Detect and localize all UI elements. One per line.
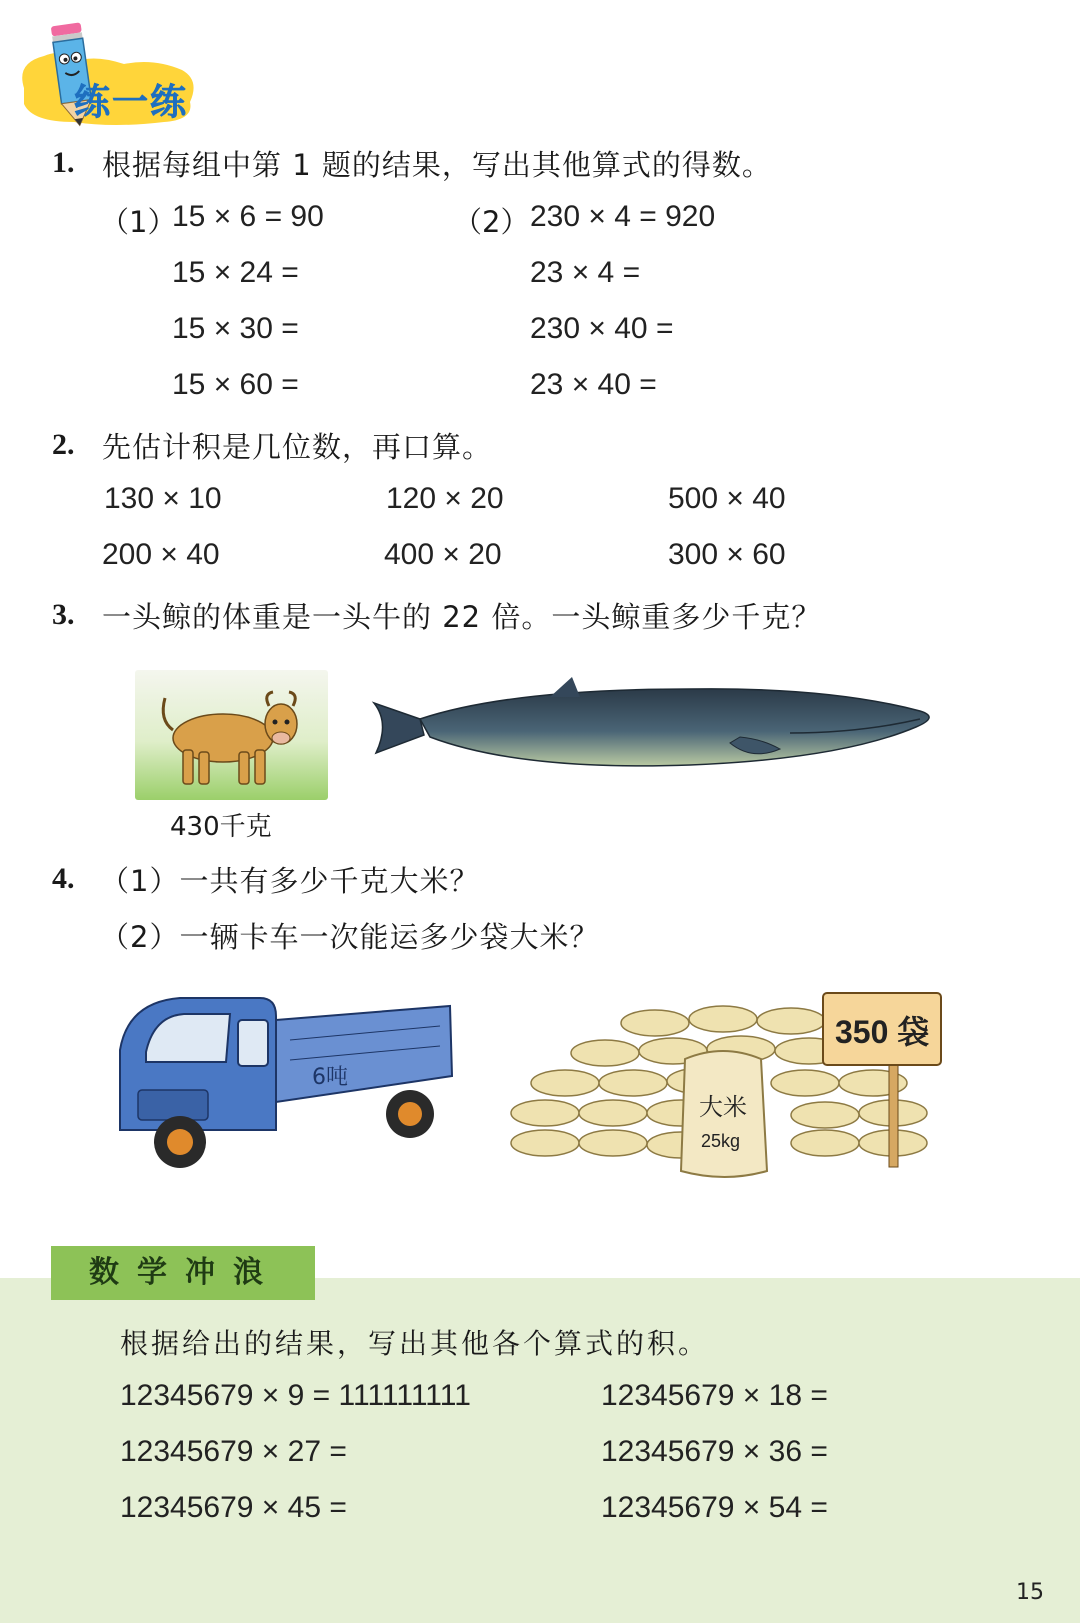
whale-image (360, 653, 950, 820)
question-1-text: 根据每组中第 1 题的结果，写出其他算式的得数。 (102, 148, 772, 182)
question-4-part-1: （1）一共有多少千克大米？ (100, 864, 480, 898)
q2-expr: 130 × 10 (104, 482, 222, 515)
q1-group-1-label: （1） (100, 205, 177, 239)
math-surf-title: 数学冲浪 (89, 1255, 281, 1290)
cow-image (135, 670, 328, 800)
math-surf-instruction: 根据给出的结果，写出其他各个算式的积。 (120, 1327, 710, 1360)
truck-capacity-label: 6吨 (312, 1065, 348, 1090)
question-1-number: 1. (52, 146, 75, 179)
question-2-text: 先估计积是几位数，再口算。 (102, 430, 493, 464)
q1-group-2-expr: 23 × 40 = (530, 368, 657, 401)
q1-group-1-expr: 15 × 6 = 90 (172, 200, 324, 233)
surf-expr: 12345679 × 45 = (120, 1491, 347, 1524)
q1-group-1-expr: 15 × 24 = (172, 256, 299, 289)
q1-group-2-label: （2） (453, 205, 530, 239)
rice-image (505, 983, 995, 1183)
q1-group-1-expr: 15 × 30 = (172, 312, 299, 345)
cow-weight-caption: 430千克 (170, 812, 272, 842)
surf-expr: 12345679 × 36 = (601, 1435, 828, 1468)
cow-icon (135, 670, 328, 800)
q1-group-1-expr: 15 × 60 = (172, 368, 299, 401)
rice-sign-label: 350 袋 (835, 1014, 930, 1050)
rice-bags-icon (505, 983, 995, 1183)
surf-expr: 12345679 × 18 = (601, 1379, 828, 1412)
q2-expr: 300 × 60 (668, 538, 786, 571)
question-4-number: 4. (52, 862, 75, 895)
q2-expr: 400 × 20 (384, 538, 502, 571)
page-number: 15 (1016, 1580, 1044, 1605)
rice-bag-label: 大米 (699, 1093, 747, 1121)
q1-group-2-expr: 230 × 4 = 920 (530, 200, 716, 233)
surf-expr: 12345679 × 27 = (120, 1435, 347, 1468)
surf-expr: 12345679 × 9 = 111111111 (120, 1379, 471, 1412)
question-2-number: 2. (52, 428, 75, 461)
q2-expr: 120 × 20 (386, 482, 504, 515)
truck-icon (80, 980, 475, 1180)
q2-expr: 500 × 40 (668, 482, 786, 515)
whale-icon (360, 653, 950, 820)
q2-expr: 200 × 40 (102, 538, 220, 571)
surf-expr: 12345679 × 54 = (601, 1491, 828, 1524)
question-3-number: 3. (52, 598, 75, 631)
question-3-text: 一头鲸的体重是一头牛的 22 倍。一头鲸重多少千克？ (102, 600, 822, 634)
question-4-part-2: （2）一辆卡车一次能运多少袋大米？ (100, 920, 600, 954)
truck-image (80, 980, 475, 1180)
rice-bag-weight: 25kg (701, 1131, 741, 1151)
q1-group-2-expr: 230 × 40 = (530, 312, 674, 345)
q1-group-2-expr: 23 × 4 = (530, 256, 641, 289)
section-title: 练一练 (74, 82, 189, 123)
